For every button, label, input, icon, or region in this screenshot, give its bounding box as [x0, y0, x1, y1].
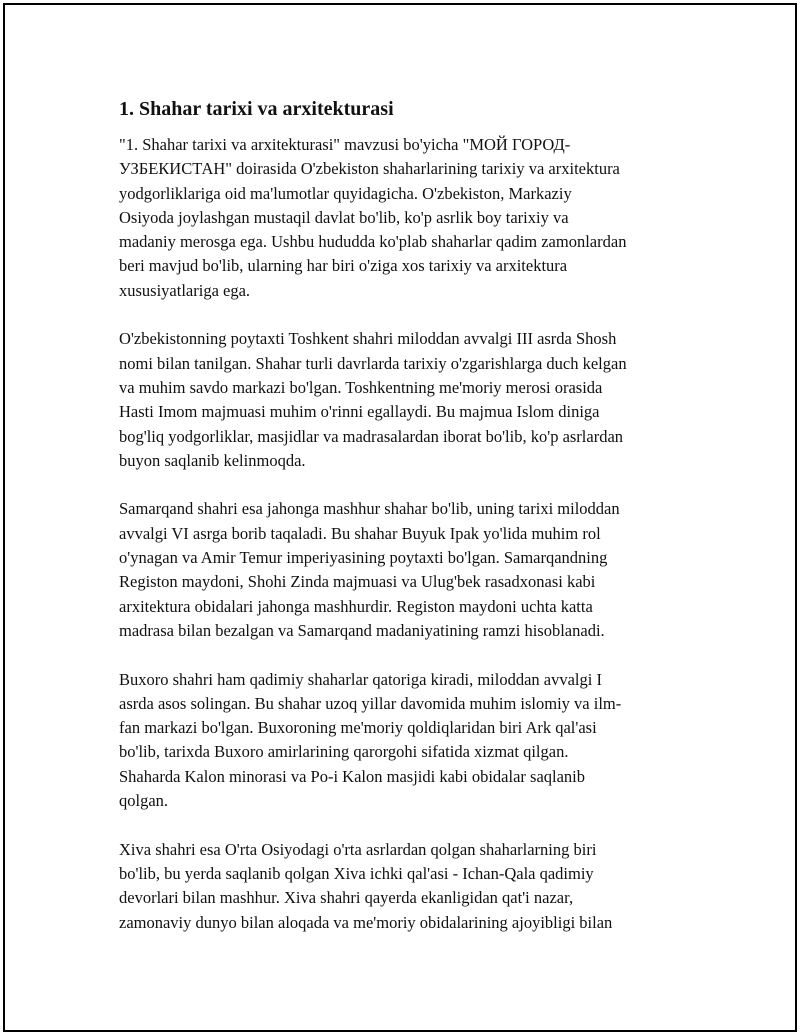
text-line: o'ynagan va Amir Temur imperiyasining poytaxti bo'lgan. Samarqandning — [119, 548, 608, 568]
text-line: O'zbekistonning poytaxti Toshkent shahri miloddan avvalgi III asrda Shosh — [119, 329, 617, 349]
paragraph — [119, 133, 704, 303]
text-line: va muhim savdo markazi bo'lgan. Toshkentning me'moriy merosi orasida — [119, 377, 603, 397]
paragraph — [119, 497, 704, 643]
paragraph — [119, 838, 704, 935]
text-line: Shaharda Kalon minorasi va Po-i Kalon masjidi kabi obidalar saqlanib — [119, 766, 586, 786]
text-line: bo'lib, bu yerda saqlanib qolgan Xiva ichki qal'asi - Ichan-Qala qadimiy — [119, 863, 594, 883]
document-body — [119, 97, 704, 959]
paragraph-list — [119, 133, 704, 935]
text-line: avvalgi VI asrga borib taqaladi. Bu shahar Buyuk Ipak yo'lida muhim rol — [119, 523, 601, 543]
text-line: Samarqand shahri esa jahonga mashhur shahar bo'lib, uning tarixi miloddan — [119, 499, 620, 519]
text-line: xususiyatlariga ega. — [119, 280, 251, 300]
document-page — [3, 3, 797, 1032]
text-line: УЗБЕКИСТАН" doirasida O'zbekiston shaharlarining tarixiy va arxitektura — [119, 159, 620, 179]
text-line: asrda asos solingan. Bu shahar uzoq yillar davomida muhim islomiy va ilm- — [119, 693, 622, 713]
text-line: Hasti Imom majmuasi muhim o'rinni egallaydi. Bu majmua Islom diniga — [119, 402, 600, 422]
text-line: bo'lib, tarixda Buxoro amirlarining qarorgohi sifatida xizmat qilgan. — [119, 742, 569, 762]
paragraph — [119, 327, 704, 473]
text-line: devorlari bilan mashhur. Xiva shahri qayerda ekanligidan qat'i nazar, — [119, 888, 574, 908]
document-title: 1. Shahar tarixi va arxitekturasi — [119, 98, 394, 120]
text-line: Registon maydoni, Shohi Zinda majmuasi va Ulug'bek rasadxonasi kabi — [119, 572, 596, 592]
text-line: beri mavjud bo'lib, ularning har biri o'ziga xos tarixiy va arxitektura — [119, 256, 568, 276]
text-line: "1. Shahar tarixi va arxitekturasi" mavzusi bo'yicha "МОЙ ГОРОД- — [119, 135, 571, 154]
text-line: Buxoro shahri ham qadimiy shaharlar qatoriga kiradi, miloddan avvalgi I — [119, 669, 602, 689]
text-line: madrasa bilan bezalgan va Samarqand madaniyatining ramzi hisoblanadi. — [119, 620, 605, 640]
text-line: Osiyoda joylashgan mustaqil davlat bo'lib, ko'p asrlik boy tarixiy va — [119, 207, 569, 227]
text-line: fan markazi bo'lgan. Buxoroning me'moriy qoldiqlaridan biri Ark qal'asi — [119, 718, 597, 738]
text-line: madaniy merosga ega. Ushbu hududda ko'plab shaharlar qadim zamonlardan — [119, 232, 627, 252]
text-line: Xiva shahri esa O'rta Osiyodagi o'rta asrlardan qolgan shaharlarning biri — [119, 839, 597, 859]
text-line: yodgorliklariga oid ma'lumotlar quyidagicha. O'zbekiston, Markaziy — [119, 183, 572, 203]
text-line: zamonaviy dunyo bilan aloqada va me'moriy obidalarining ajoyibligi bilan — [119, 912, 613, 932]
text-line: bog'liq yodgorliklar, masjidlar va madrasalardan iborat bo'lib, ko'p asrlardan — [119, 426, 624, 446]
text-line: qolgan. — [119, 791, 169, 811]
text-line: buyon saqlanib kelinmoqda. — [119, 450, 306, 470]
text-line: arxitektura obidalari jahonga mashhurdir. Registon maydoni uchta katta — [119, 596, 593, 616]
paragraph — [119, 668, 704, 814]
text-line: nomi bilan tanilgan. Shahar turli davrlarda tarixiy o'zgarishlarga duch kelgan — [119, 353, 627, 373]
